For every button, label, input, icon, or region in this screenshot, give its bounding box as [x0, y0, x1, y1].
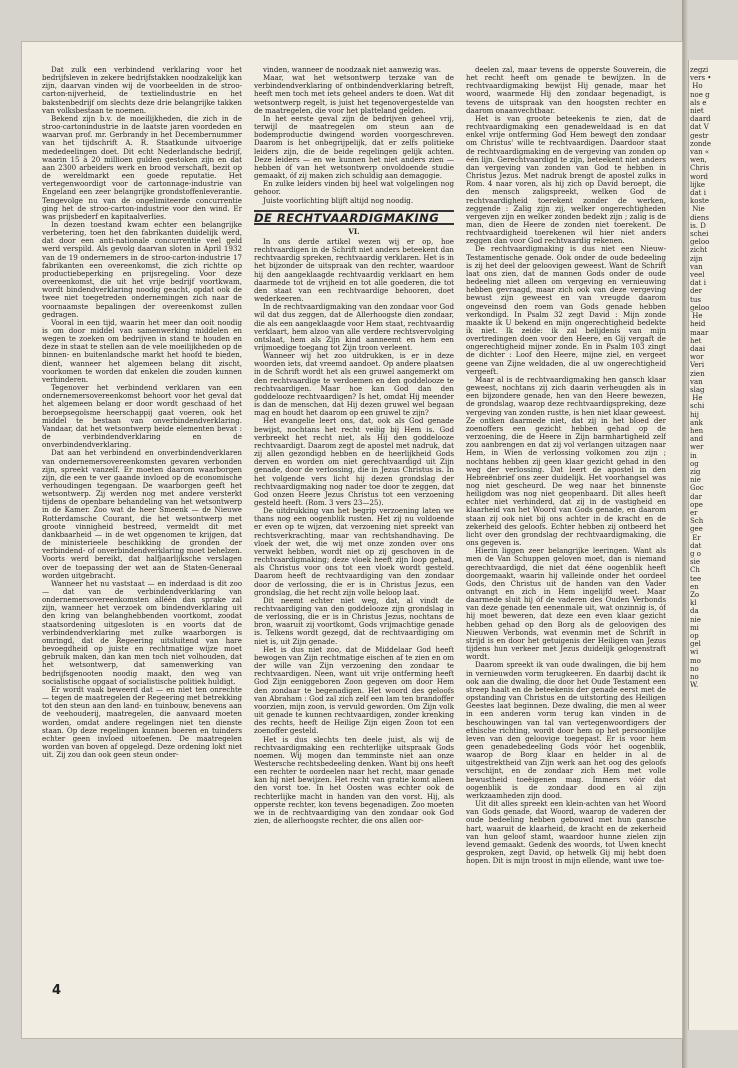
- paragraph: Er wordt vaak beweerd dat — en niet ten onrechte — tegen de maatregelen der Regeering met betrekking tot den steun aan den land- en tuinbouw, benevens aan de veehouderij, maatregelen, die aanvaard moeten worden, omdat andere regelingen niet ten dienste staan. Op deze regelingen kunnen boeren en tuinders echter geen invloed uitoefenen. De maatregelen worden van boven af opgelegd. Deze ordening lokt niet uit. Zij zou dan ook geen steun onder-: [42, 684, 242, 760]
- paragraph: Maar, wat het wetsontwerp terzake van de verbindendverklaring of ontbindendverklaring betreft, heeft men toch met iets geheel anders te doen. Wat dit wetsontwerp regelt, is juist het tegenovergestelde van de maatregelen, die voor het platteland gelden.: [254, 73, 454, 115]
- paragraph: Wanneer wij het zoo uitdrukken, is er in deze woorden iets, dat vreemd aandoet. Op andere plaatsen in de Schrift wordt het als een gruwel aangemerkt om den rechtvaardige te verdoemen en den goddelooze te rechtvaardigen. Maar hoe kan God dan den goddelooze rechtvaardigen? Is het, omdat Hij meender is dan de menschen, dat Hij dezen gruwel wel begaan mag en houdt het daarom op een gruwel te zijn?: [254, 351, 454, 418]
- paragraph: Wanneer het nu vaststaat — en inderdaad is dit zoo — dat van de verbindendverklaring van ondernemersovereenkomsten alléén dan sprake zal zijn, wanneer het verzoek om bindendverklaring uit den kring van belanghebbenden voortkomt, zoodat staatsordening uitgesloten is en voorts dat de verbindendverklaring met zulke waarborgen is omringd, dat de Regeering uitsluitend van hare bevoegdheid op juiste en rechtmatige wijze moet gebruik maken, dan kan men toch niet volhouden, dat het wetsontwerp, dat samenwerking van bedrijfsgenooten noodig maakt, den weg van socialistische opgaat of socialistische politiek huldigt.: [42, 578, 242, 686]
- paragraph: De uitdrukking van het begrip verzoening laten we thans nog een oogenblik rusten. Het zij nu voldoende er even op te wijzen, dat verzoening niet spreekt van rechtsverkrachting, maar van rechtshandhaving. De vloek der wet, die wij met onze zonden over ons verwekt hebben, wordt niet op zij geschoven in de rechtvaardigmaking; deze vloek heeft zijn loop gehad, als Christus voor ons tot een vloek wordt gesteld. Daarom heeft de rechtvaardiging van den zondaar door de verlossing, die er is in Christus Jezus, een grondslag, die het recht zijn volle beloop laat.: [254, 506, 454, 597]
- paragraph: En zulke leiders vinden bij heel wat volgelingen nog gehoor.: [254, 179, 454, 197]
- magazine-page: [22, 42, 682, 1038]
- column-2: [254, 66, 454, 1006]
- paragraph: Daarom spreekt ik van oude dwalingen, die bij hem in vernieuwden vorm terugkeeren. En daarbij dacht ik ook aan die dwaling, die door het Oude Testament een streep haalt en de beteekenis der genade eerst met de opstanding van Christus en de uitstorting des Heiligen Geestes laat beginnen. Deze dwaling, die men al weer in een anderen vorm terug kan vinden in de beschouwingen van tal van vertegenwoordigers der ethische richting, wordt door hem op het persoonlijke leven van den geloovige toegepast. Er is voor hem geen genadebedeeling Gods vóór het oogenblik, waarop de Borg klaar en helder in al de uitgestrektheid van Zijn werk aan het oog des geloofs verschijnt, en de zondaar zich Hem met volle bewustheid toeëigenen mag. Immers vóór dat oogenblik is de zondaar dood en al zijn werkzaamheden zijn dood.: [466, 660, 666, 800]
- paragraph: In dezen toestand kwam echter een belangrijke verbetering, toen het den fabrikanten duidelijk werd, dat door een anti-nationale concurrentie veel geld werd verspild. Als gevolg daarvan sloten in April 1932 van de 19 ondernemers in de stroo-carton-industrie 17 fabrikanten een overeenkomst, die zich richtte op productiebeperking en prijsregeling. Voor deze overeenkomst, die uit het vrije bedrijf voortkwam, wordt bindendverklaring noodig geacht, opdat ook de twee niet toegetreden ondernemingen zich naar de voornaamste bepalingen der overeenkomst zullen gedragen.: [42, 219, 242, 319]
- paragraph: De rechtvaardigmaking is dus niet een Nieuw-Testamentische genade. Ook onder de oude bedeeling is zij het deel der geloovigen geweest. Want de Schrift laat ons zien, dat de mannen Gods onder de oude bedeeling niet alleen om vergeving en vernieuwing hebben gevraagd, maar zich ook van deze vergeving bewust zijn geweest en van vreugde daarom ongeveinsd den roem van Gods genade hebben verkondigd. In Psalm 32 zegt David : Mijn zonde maakte ik U bekend en mijn ongerechtigheid bedekte ik niet. Ik zeide: ik zal belijdenis van mijn overtredingen doen voor den Heere, en Gij vergaft de ongerechtigheid mijner zonde. En in Psalm 103 zingt de dichter : Loof den Heere, mijne ziel, en vergeet geene van Zijne weldaden, die al uw ongerechtigheid vergeeft.: [466, 244, 666, 376]
- paragraph: Het is dus slechts ten deele juist, als wij de rechtvaardigmaking een rechterlijke uitspraak Gods noemen. Wij mogen dan temminste niet aan onze Westersche rechtsbedeeling denken. Want bij ons heeft een rechter te oordeelen naar het recht, maar genade kan hij niet bewijzen. Het recht van gratie komt alleen den vorst toe. In het Oosten was echter ook de rechterlijke macht in handen van den vorst. Hij, als opperste rechter, kon tevens begenadigen. Zoo moeten we in de rechtvaardiging van den zondaar ook God zien, de allerhoogste rechter, die ons allen oor-: [254, 734, 454, 826]
- paragraph: deelen zal, maar tevens de opperste Souverein, die het recht heeft om genade te bewijzen. In de rechtvaardigmaking bewijst Hij genade, maar het woord, waarmede Hij den zondaar begenadigt, is tevens de uitspraak van den hoogsten rechter en daarom onaanvechtbaar.: [466, 66, 666, 115]
- paragraph: In het eerste geval zijn de bedrijven geheel vrij, terwijl de maatregelen om steun aan de bodemproductie dwingend worden voorgeschreven. Daarom is het onbegrijpelijk, dat er zelfs politieke leiders zijn, die de beide regelingen gelijk achten. Deze leiders — en we kunnen het niet anders zien — hebben óf van het wetsontwerp onvoldoende studie gemaakt, óf zij maken zich schuldig aan demagogie.: [254, 113, 454, 181]
- paragraph: Juiste voorlichting blijft altijd nog noodig.: [263, 195, 414, 205]
- paragraph: Vooral in een tijd, waarin het meer dan ooit noodig is om door middel van samenwerking middelen en wegen te zoeken om bedrijven in stand te houden en deze in staat te stellen aan de vele moeilijkheden op de binnen- en buitenlandsche markt het hoofd te bieden, dient, wanneer het algemeen belang dit zischt, voorkomen te worden dat enkelen die zouden kunnen verhinderen.: [42, 317, 242, 384]
- paragraph: Dat aan het verbindend en onverbindendverklaren van ondernemersovereenkomsten gevaren verbonden zijn, spreekt vanzelf. Er moeten daarom waarborgen zijn, die een te ver gaande invloed op de economische verhoudingen tegengaan. De waarborgen geeft het wetsontwerp. Zij werden nog met andere versterkt tijdens de openbare behandeling van het wetsontwerp in de Kamer. Zoo wat de heer Smeenk — de Nieuwe Rotterdamsche Courant, die het wetsontwerp met groote vinnigheid bestreed, vermeldt dit met dankbaarheid — in de wet opgenomen te krijgen, dat de ministerieele beschikking de gronden der verbindend- of onverbindendverklaring moet behelzen. Voorts werd bereikt, dat halfjaarlijksche verslagen over de toepassing der wet aan de Staten-Generaal worden uitgebracht.: [42, 448, 242, 580]
- paragraph: Uit dit alles spreekt een klein-achten van het Woord van Gods genade, dat Woord, waarop de vaderen der oude bedeeling hebben gebouwd met hun gansche hart, waaruit de klaarheid, de kracht en de zekerheid van hun geloof stamt, waardoor hunne zielen zijn levend gemaakt. Gedenk des woords, tot Uwen knecht gesproken, zegt David, op hetwelk Gij mij hebt doen hopen. Dit is mijn troost in mijn ellende, want uwe toe-: [466, 799, 666, 866]
- paragraph: In ons derde artikel wezen wij er op, hoe rechtvaardigen in de Schrift niet anders beteekent dan rechtvaardig spreken, rechtvaardig verklaren. Het is in het bijzonder de uitspraak van den rechter, waardoor hij den aangeklaagde rechtvaardig verklaart en hem daarmede tot de vrijheid en tot alle goederen, die tot den staat van een rechtvaardige behooren, doet wederkeeren.: [254, 236, 454, 304]
- paragraph: vinden, wanneer de noodzaak niet aanwezig was.: [263, 66, 441, 74]
- column-3: [466, 66, 666, 1006]
- paragraph: Bekend zijn b.v. de moeilijkheden, die zich in de stroo-cartonindustrie in de laatste jaren voordeden en waarvan prof. mr. Gerbrandy in het Decembernummer van het tijdschrift A. R. Staatkunde uitvoerige mededeelingen doet. Dit echt Nederlandsche bedrijf, waarin 15 à 20 millioen gulden gestoken zijn en dat aan 2300 arbeiders werk en brood verschaft, bezit op de wereldmarkt een goede reputatie. Het vertegenwoordigt voor de cartonnage-industrie van Engeland een zeer belangrijke grondstoffenleverantie. Tengevolge nu van de ongelimiteerde concurrentie ging het de stroo-carton-industrie voor den wind. Er was prijsbederf en kapitaalverlies.: [42, 113, 242, 221]
- paragraph: Hierin liggen zeer belangrijke leeringen. Want als men de Van Schuppen geloven moet, dan is niemand gerechtvaardigd, die niet dat ééne oogenblik heeft doorgemaakt, waarin hij valleinde onder het oordeel Gods, den Christus uit de handen van den Vader ontvangt en zich in Hem ingelijfd weet. Maar daarmede sluit hij óf de vaderen des Ouden Verbonds van deze genade ten eenenmale uit, wat onzinnig is, óf hij moet beweren, dat deze een even klaar gezicht hebben gehad op den Borg als de geloovigen des Nieuwen Verbonds, wat evenmin met de Schrift in strijd is en door het getuigenis der Heiligen van Jezus tijdens hun verkeer met Jezus duidelijk gelogenstraft wordt.: [466, 546, 666, 662]
- paragraph: Het is van groote beteekenis te zien, dat de rechtvaardigmaking een genadeweldaad is en dat enkel vrije ontferming God Hem bewegt den zondaar om Christus' wille te rechtvaardigen. Daardoor staat de rechtvaardigmaking en de vergeving van zonden op één lijn. Gerechtvaardigd te zijn, beteekent niet anders dan vergeving van zonden van God te hebben in Christus Jezus. Met nadruk brengt de apostel zulks in Rom. 4 naar voren, als hij zich op David beroept, die den mensch zaligspreekt, welken God de rechtvaardigheid toerekent zonder de werken, zeggende : Zalig zijn zij, welker ongerechtigheden vergeven zijn en welker zonden bedekt zijn ; zalig is de man, dien de Heere de zonden niet toerekent. De rechtvaardigheid toerekenen wil hier niet anders zeggen dan voor God rechtvaardig rekenen.: [466, 113, 666, 246]
- paragraph: Het evangelie leert ons, dat, ook als God genade bewijst, nochtans het recht veilig bij Hem is. God verbreekt het recht niet, als Hij den goddelooze rechtvaardigt. Daarom zegt de apostel met nadruk, dat zij allen gezondigd hebben en de heerlijkheid Gods derven en worden om niet gerechtvaardigd uit Zijn genade, door de verlossing, die in Jezus Christus is. In het volgende vers licht hij dezen grondslag der rechtvaardigmaking nog nader toe door te zeggen, dat God onzen Heere Jezus Christus tot een verzoening gesteld heeft. (Rom. 3 vers 23—25).: [254, 416, 454, 507]
- section-number: VI.: [348, 226, 360, 236]
- paragraph: Dat zulk een verbindend verklaring voor het bedrijfsleven in zekere bedrijfstakken noodzakelijk kan zijn, daarvan vinden wij de voorbeelden in de stroo-carton-nijverheid, de textielindustrie en het bakstenbedrijf om slechts deze drie belangrijke takken van volksbestaan te noemen.: [42, 66, 242, 115]
- paragraph: Dit neemt echter niet weg, dat, al vindt de rechtvaardiging van den goddelooze zijn grondslag in de verlossing, die er is in Christus Jezus, nochtans de bron, waaruit zij voortkomt, Gods vrijmachtige genade is. Telkens wordt gezegd, dat de rechtvaardiging om niet is, uit Zijn genade.: [254, 595, 454, 646]
- column-1: [42, 66, 242, 1006]
- paragraph: In de rechtvaardigmaking van den zondaar voor God wil dat dus zeggen, dat de Allerhoogste dien zondaar, die als een aangeklaagde voor Hem staat, rechtvaardig verklaart, hem alzoo van alle verdere rechtsvervolging ontslaat, hem als Zijn kind aanneemt en hem een vrijmoedige toegang tot Zijn troon verleent.: [254, 302, 454, 352]
- paragraph: Tegenover het verbindend verklaren van een ondernemersovereenkomst behoort voor het geval dat het algemeen belang er door wordt geschaad of het beroepsegoïsme heerschappij gaat voeren, ook het middel te bestaan van onverbindendverklaring. Vandaar, dat het wetsontwerp beide elementen bevat : de verbindendverklaring en de onverbindendverklaring.: [42, 383, 242, 450]
- facing-page-edge: [688, 60, 738, 1030]
- paragraph: Maar al is de rechtvaardigmaking hen gansch klaar geweest, nochtans zij zich daarin verheugden als in een bijzondere genade, hen van den Heere bewezen, de grondslag, waarop deze rechtvaardigspreking, deze vergeving van zonden rustte, is hen niet klaar geweest. Ze ontken daarmede niet, dat zij in het bloed der zoenoffers een gezicht hebben gehad op de verzoening, die de Heere in Zijn barmhartigheid zelf zou aanbrengen en dat zij vol verlangen uitzagen naar Hem, in Wien de verlossing volkomen zou zijn ; nochtans hebben zij geen klaar gezicht gehad in den weg der verlossing. Dat leert de apostel in den Hebreënbrief ons zeer duidelijk. Het voorhangsel was nog niet gescheurd. De weg naar het binnenste heiligdom was nog niet geopenbaard. Dit alles heeft echter niet verhinderd, dat zij in de vastigheid en klaarheid van het Woord van Gods genade, en daarom staan zij ook niet bij ons achter in de kracht en de zekerheid des geloofs. Echter hebben zij ontbeerd het licht over den grondslag der rechtvaardigmaking, die ons gegeven is.: [466, 374, 666, 548]
- page-number: 4: [52, 983, 62, 998]
- facing-page-text-fragment: zegzi vers • Ho noe g als e niet daard dat V gestr zonde van « wen, Chris word lijke dat i koste Nie diens is. D schei geloo zicht zijn van veel dat i der tus geloo He heid maar het daai wor Veri zien van slag He schi hij ank hen and wer in og zig nie Goc dar ope er Sch gee Er dat g o sie Ch tee en Zo kl da nie mi op gel wi mo no no W.: [690, 66, 712, 690]
- section-heading: DE RECHTVAARDIGMAKING: [254, 210, 454, 225]
- paragraph: Het is dus niet zoo, dat de Middelaar God heeft bewogen van Zijn rechtmatige eischen af te zien en om der wille van Zijn verzoening den zondaar te rechtvaardigen. Neen, want uit vrije ontferming heeft God Zijn eeniggeboren Zoon gegeven om door Hem den zondaar te begenadigen. Het woord des geloofs van Abraham : God zal zich zelf een lam ten brandoffer voorzien, mijn zoon, is vervuld geworden. Om Zijn volk uit genade te kunnen rechtvaardigen, zonder krenking des rechts, heeft de Heilige Zijn eigen Zoon tot een zoenoffer gesteld.: [254, 644, 454, 736]
